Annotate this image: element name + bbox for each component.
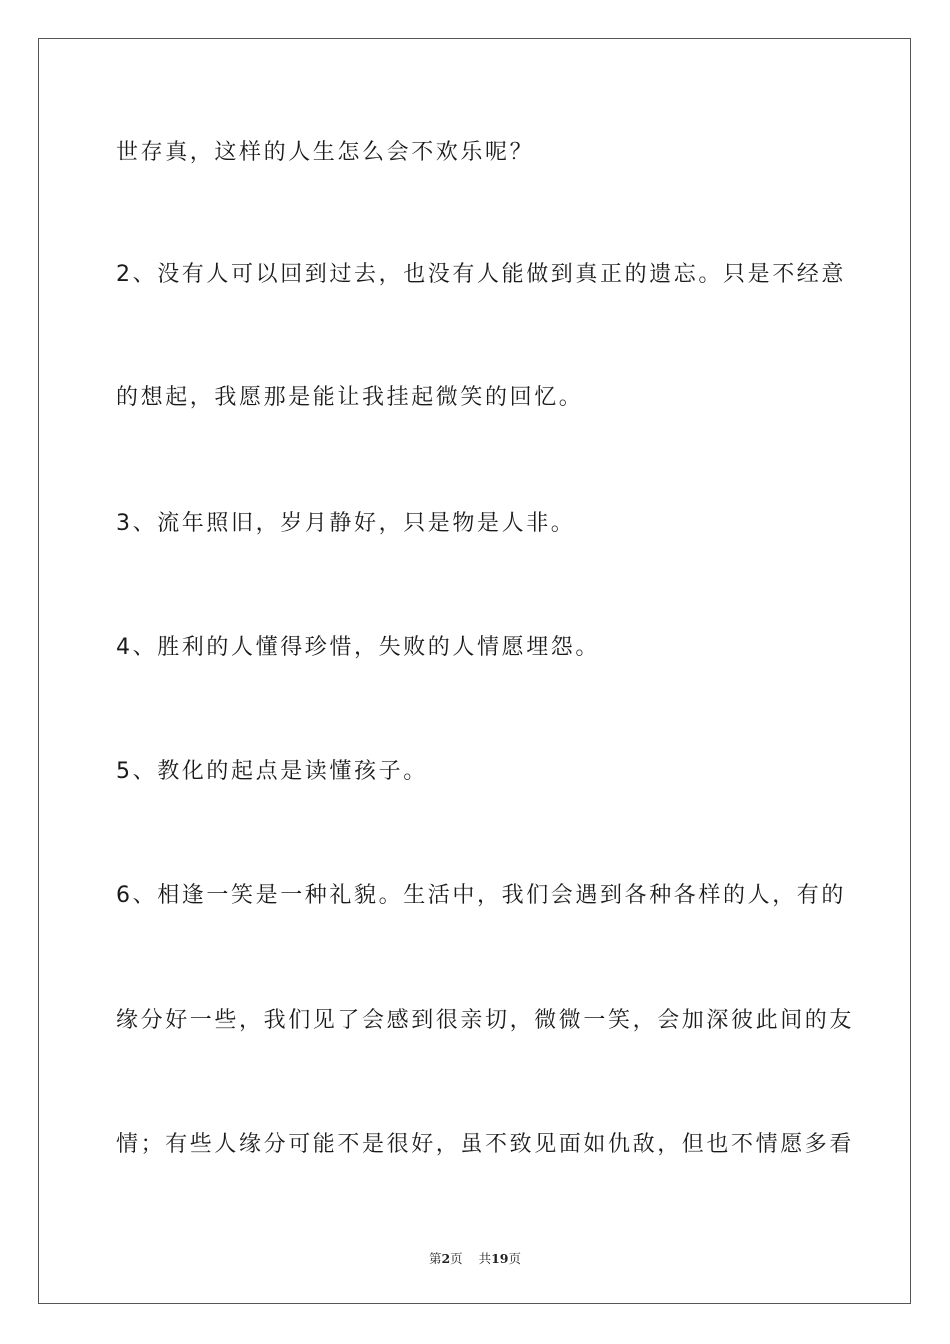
text-line-2: 2、没有人可以回到过去，也没有人能做到真正的遗忘。只是不经意 [116,262,846,287]
text-line-9: 情；有些人缘分可能不是很好，虽不致见面如仇敌，但也不情愿多看 [116,1132,855,1157]
page-number: 2 [441,1251,451,1266]
page-footer [0,1249,950,1267]
page-border [38,38,911,1304]
total-suffix: 页 [508,1251,522,1266]
text-line-8: 缘分好一些，我们见了会感到很亲切，微微一笑，会加深彼此间的友 [116,1008,855,1033]
total-pages: 19 [491,1251,509,1266]
page-suffix: 页 [450,1251,463,1266]
total-prefix: 共 [478,1251,492,1266]
text-line-5: 4、胜利的人懂得珍惜，失败的人情愿埋怨。 [116,635,600,660]
page-prefix: 第 [428,1251,442,1266]
text-line-6: 5、教化的起点是读懂孩子。 [116,759,428,784]
text-line-4: 3、流年照旧，岁月静好，只是物是人非。 [116,511,576,536]
text-line-3: 的想起，我愿那是能让我挂起微笑的回忆。 [116,385,584,410]
text-line-1: 世存真，这样的人生怎么会不欢乐呢？ [116,140,535,165]
text-line-7: 6、相逢一笑是一种礼貌。生活中，我们会遇到各种各样的人，有的 [116,883,846,908]
